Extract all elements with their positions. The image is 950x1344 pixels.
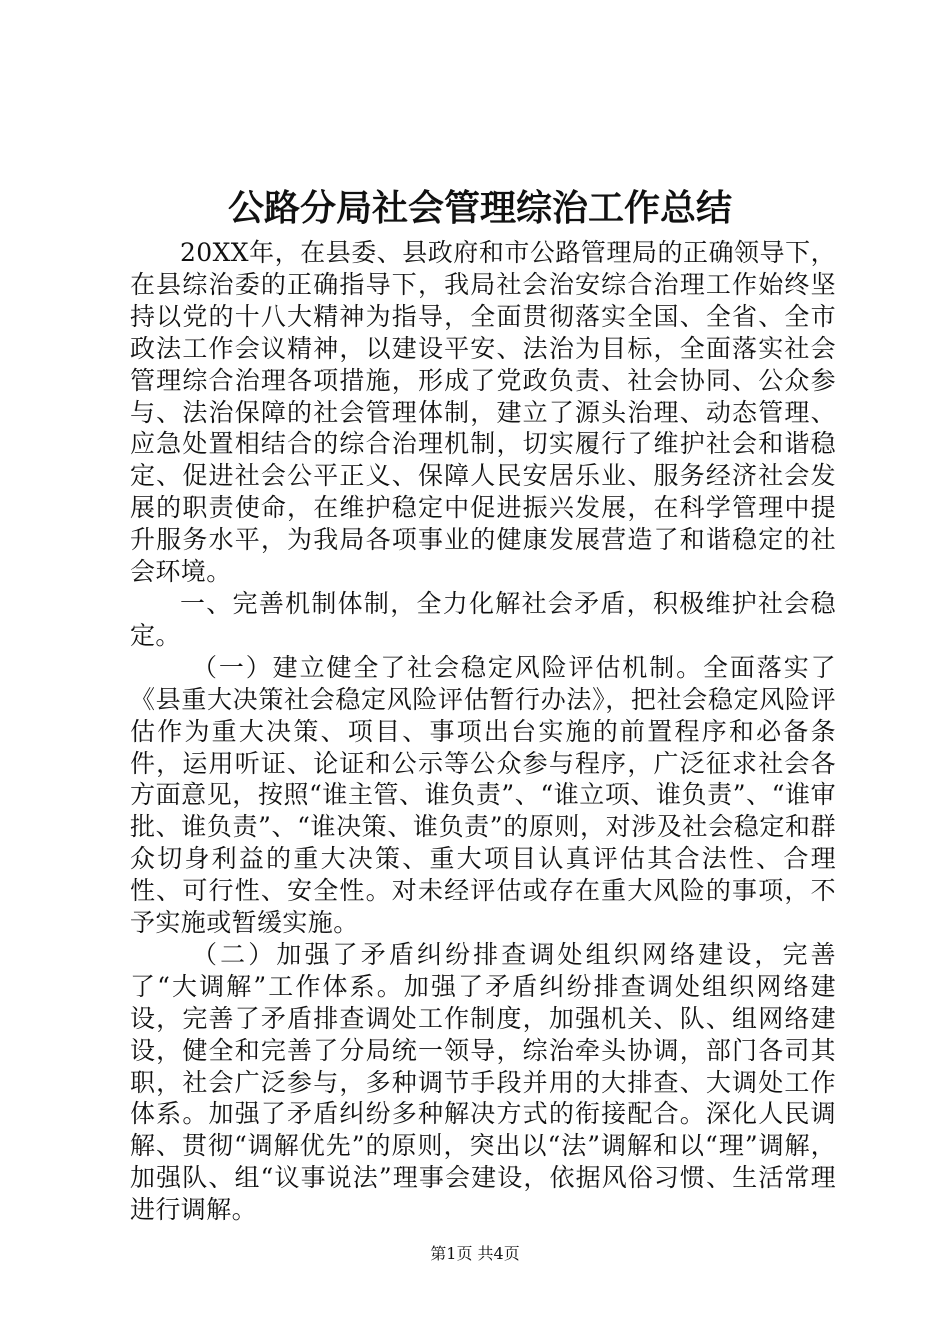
subsection-paragraph-1: （一）建立健全了社会稳定风险评估机制。全面落实了《县重大决策社会稳定风险评估暂行办法》，把社会稳定风险评估作为重大决策、项目、事项出台实施的前置程序和必备条件，运用听证、论证和公示等公众参与程序，广泛征求社会各方面意见，按照“谁主管、谁负责”、“谁立项、谁负责”、“谁审批、谁负责”、“谁决策、谁负责”的原则，对涉及社会稳定和群众切身利益的重大决策、重大项目认真评估其合法性、合理性、可行性、安全性。对未经评估或存在重大风险的事项，不予实施或暂缓实施。 bbox=[130, 652, 836, 938]
page-number-footer: 第1页 共4页 bbox=[430, 1244, 520, 1263]
subsection-paragraph-2: （二）加强了矛盾纠纷排查调处组织网络建设，完善了“大调解”工作体系。加强了矛盾纠纷排查调处组织网络建设，完善了矛盾排查调处工作制度，加强机关、队、组网络建设，健全和完善了分局统一领导，综治牵头协调，部门各司其职，社会广泛参与，多种调节手段并用的大排查、大调处工作体系。加强了矛盾纠纷多种解决方式的衔接配合。深化人民调解、贯彻“调解优先”的原则，突出以“法”调解和以“理”调解，加强队、组“议事说法”理事会建设，依据风俗习惯、生活常理进行调解。 bbox=[130, 939, 836, 1225]
intro-paragraph: 20XX年，在县委、县政府和市公路管理局的正确领导下，在县综治委的正确指导下，我局社会治安综合治理工作始终坚持以党的十八大精神为指导，全面贯彻落实全国、全省、全市政法工作会议精神，以建设平安、法治为目标，全面落实社会管理综合治理各项措施，形成了党政负责、社会协同、公众参与、法治保障的社会管理体制，建立了源头治理、动态管理、应急处置相结合的综合治理机制，切实履行了维护社会和谐稳定、促进社会公平正义、保障人民安居乐业、服务经济社会发展的职责使命，在维护稳定中促进振兴发展，在科学管理中提升服务水平，为我局各项事业的健康发展营造了和谐稳定的社会环境。 bbox=[130, 238, 836, 587]
document-body bbox=[130, 237, 836, 1226]
section-heading-1: 一、完善机制体制，全力化解社会矛盾，积极维护社会稳定。 bbox=[130, 588, 836, 650]
document-title: 公路分局社会管理综治工作总结 bbox=[227, 187, 732, 229]
